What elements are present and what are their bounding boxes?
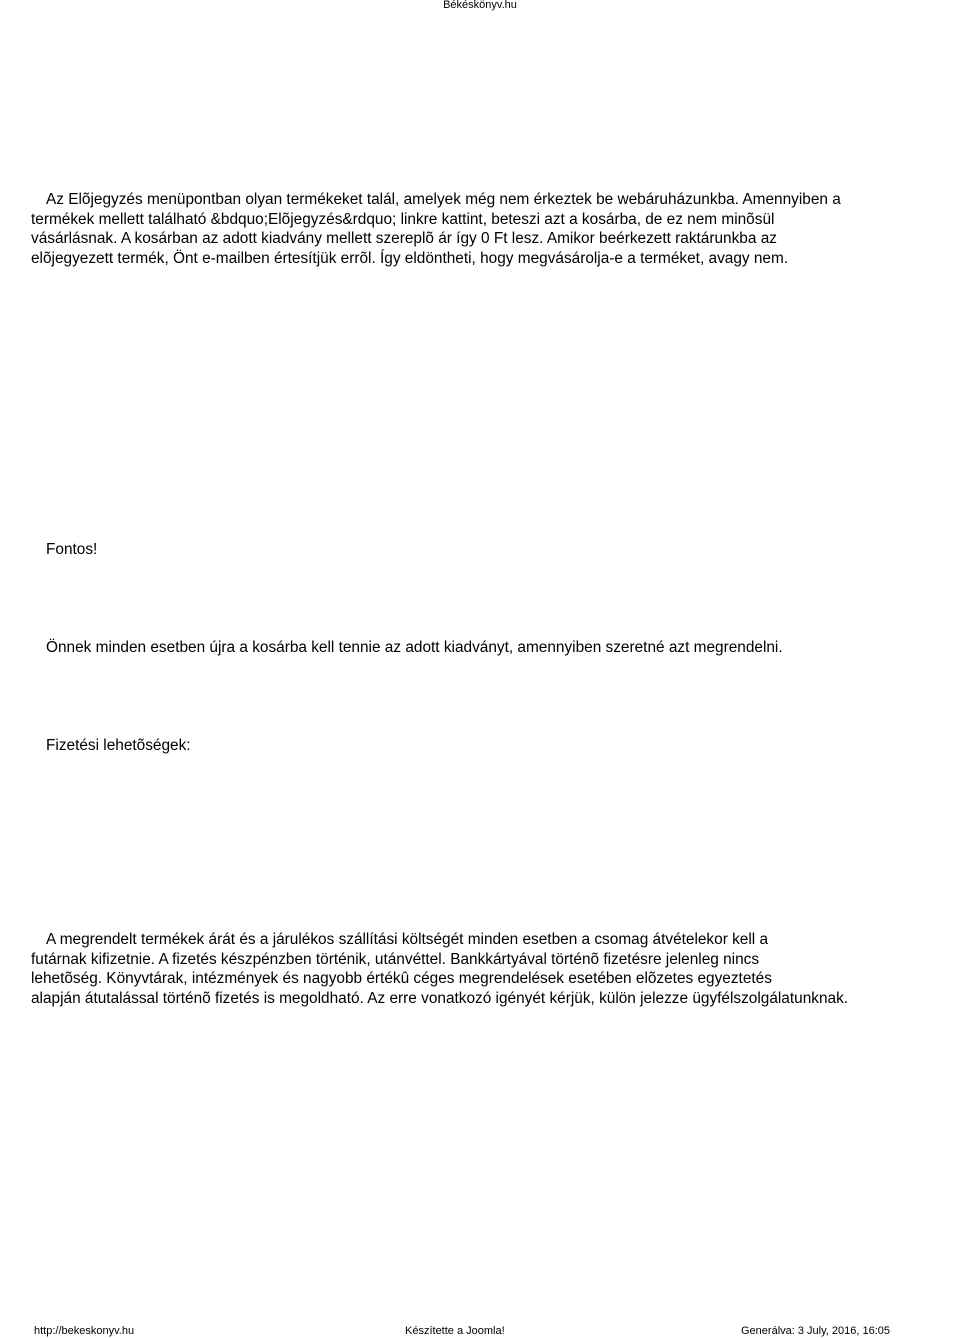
footer-url: http://bekeskonyv.hu <box>34 1325 135 1337</box>
preorder-line: vásárlásnak. A kosárban az adott kiadvány mellett szereplõ ár így 0 Ft lesz. Amikor beérkezett raktárunkba az <box>31 230 777 248</box>
preorder-line: elõjegyezett termék, Önt e-mailben értesítjük errõl. Így eldöntheti, hogy megvásárolja-e a terméket, avagy nem. <box>31 250 789 268</box>
footer-generated: Generálva: 3 July, 2016, 16:05 <box>741 1325 891 1337</box>
payment-paragraph <box>31 930 931 1009</box>
page-header <box>0 0 960 11</box>
payment-line: A megrendelt termékek árát és a járulékos szállítási költségét minden esetben a csomag átvételekor kell a <box>46 931 769 948</box>
payment-line: lehetõség. Könyvtárak, intézmények és nagyobb értékû céges megrendelések esetében elõzetes egyeztetés <box>31 970 772 988</box>
payment-heading: Fizetési lehetõségek: <box>46 737 191 754</box>
preorder-line: Az Elõjegyzés menüpontban olyan termékeket talál, amelyek még nem érkeztek be webáruházunkba. Amennyiben a <box>46 191 841 208</box>
payment-line: futárnak kifizetnie. A fizetés készpénzben történik, utánvéttel. Bankkártyával történõ fizetésre jelenleg nincs <box>31 950 760 968</box>
page-footer <box>0 1325 960 1338</box>
preorder-paragraph <box>31 190 931 269</box>
payment-line: alapján átutalással történõ fizetés is megoldható. Az erre vonatkozó igényét kérjük, külön jelezze ügyfélszolgálatunknak. <box>31 990 849 1008</box>
important-text: Önnek minden esetben újra a kosárba kell tennie az adott kiadványt, amennyiben szeretné azt megrendelni. <box>46 639 783 656</box>
preorder-line: termékek mellett található &bdquo;Elõjegyzés&rdquo; linkre kattint, beteszi azt a kosárba, de ez nem minõsül <box>31 210 775 228</box>
footer-made-with: Készítette a Joomla! <box>405 1325 505 1337</box>
important-heading: Fontos! <box>46 541 98 558</box>
site-name: Békéskönyv.hu <box>443 0 517 11</box>
